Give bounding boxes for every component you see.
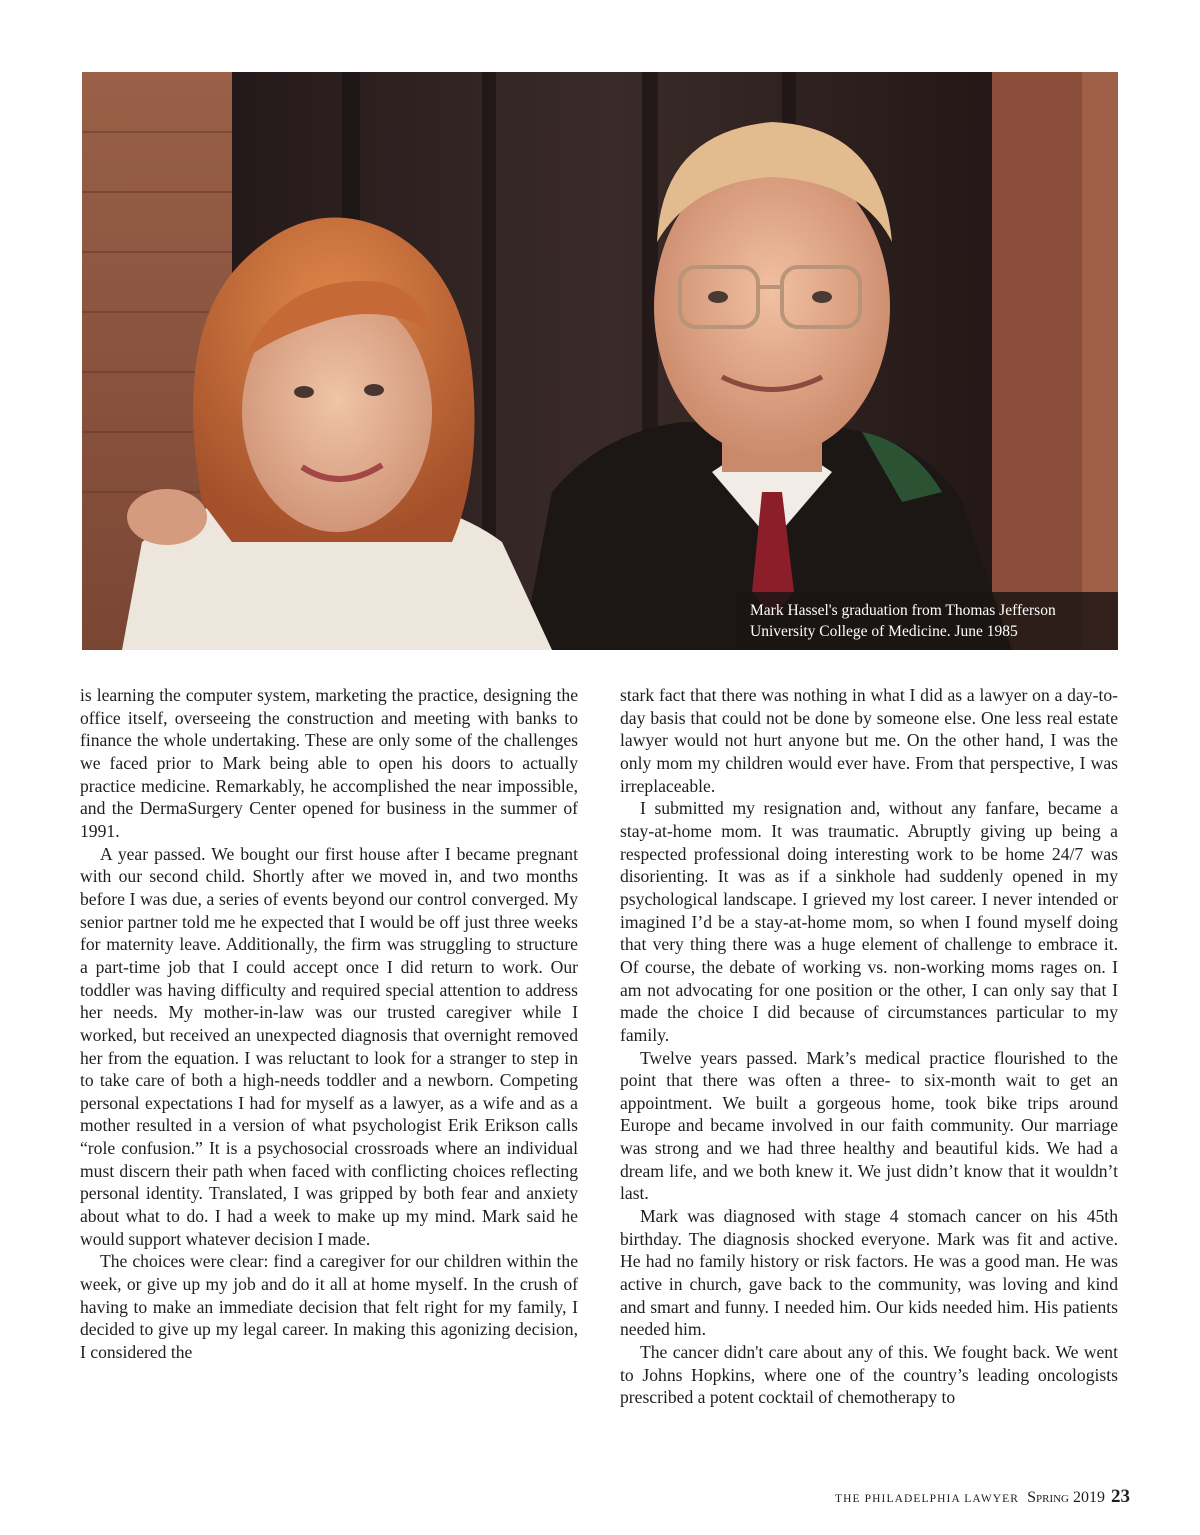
photo-illustration [82, 72, 1118, 650]
caption-line-1: Mark Hassel's graduation from Thomas Jefferson [750, 602, 1056, 619]
article-column-right [620, 684, 1118, 1409]
paragraph: A year passed. We bought our first house after I became pregnant with our second child. Shortly after we moved in, and two months before I was due, a series of events beyond our control converged. My senior partner told me he expected that I would be off just three weeks for maternity leave. Additionally, the firm was struggling to structure a part-time job that I could accept once I did return to work. Our toddler was having difficulty and required special attention to address her needs. My mother-in-law was our trusted caregiver while I worked, but received an unexpected diagnosis that overnight removed her from the equation. I was reluctant to look for a stranger to step in to take care of both a high-needs toddler and a newborn. Competing personal expectations I had for myself as a lawyer, as a wife and as a mother resulted in a version of what psychologist Erik Erikson calls “role confusion.” It is a psychosocial crossroads where an individual must discern their path when faced with conflicting choices reflecting personal identity. Translated, I was gripped by both fear and anxiety about what to do. I had a week to make up my mind. Mark said he would support whatever decision I made. [80, 843, 578, 1249]
caption-line-2: University College of Medicine. June 1985 [750, 623, 1018, 640]
paragraph: is learning the computer system, marketing the practice, designing the office itself, overseeing the construction and meeting with banks to finance the whole undertaking. These are only some of the challenges we faced prior to Mark being able to open his doors to actually practice medicine. Remarkably, he accomplished the near impossible, and the DermaSurgery Center opened for business in the summer of 1991. [80, 685, 578, 841]
paragraph: stark fact that there was nothing in what I did as a lawyer on a day-to-day basis that could not be done by someone else. One less real estate lawyer would not hurt anyone but me. On the other hand, I was the only mom my children would ever have. From that perspective, I was irreplaceable. [620, 685, 1118, 796]
paragraph: Twelve years passed. Mark’s medical practice flourished to the point that there was often a three- to six-month wait to get an appointment. We built a gorgeous home, took bike trips around Europe and became involved in our faith community. Our marriage was strong and we had three healthy and beautiful kids. We had a dream life, and we both knew it. We just didn’t know that it wouldn’t last. [620, 1047, 1118, 1204]
paragraph: I submitted my resignation and, without any fanfare, became a stay-at-home mom. It was traumatic. Abruptly giving up being a respected professional doing interesting work to be home 24/7 was disorienting. It was as if a sinkhole had suddenly opened in my psychological landscape. I grieved my lost career. I never intended or imagined I’d be a stay-at-home mom, so when I found myself doing that very thing there was a huge element of challenge to embrace it. Of course, the debate of working vs. non-working moms rages on. I am not advocating for one position or the other, I can only say that I made the choice I did because of circumstances particular to my family. [620, 798, 1118, 1045]
paragraph: The choices were clear: find a caregiver for our children within the week, or give up my job and do it all at home myself. In the crush of having to make an immediate decision that felt right for my family, I decided to give up my legal career. In making this agonizing decision, I considered the [80, 1251, 578, 1363]
photo-caption [736, 592, 1118, 650]
page-footer [835, 1486, 1130, 1516]
graduation-photo [82, 72, 1118, 650]
paragraph: The cancer didn't care about any of this. We fought back. We went to Johns Hopkins, where one of the country’s leading oncologists prescribed a potent cocktail of chemotherapy to [620, 1342, 1118, 1408]
paragraph: Mark was diagnosed with stage 4 stomach cancer on his 45th birthday. The diagnosis shocked everyone. Mark was fit and active. He had no family history or risk factors. He was a good man. He was active in church, gave back to the community, was loving and kind and smart and funny. I needed him. Our kids needed him. His patients needed him. [620, 1206, 1118, 1340]
page-number: 23 [1111, 1486, 1130, 1507]
issue-date: Spring 2019 [1027, 1489, 1105, 1506]
publication-name: THE PHILADELPHIA LAWYER [835, 1493, 1020, 1505]
article-column-left [80, 684, 578, 1364]
